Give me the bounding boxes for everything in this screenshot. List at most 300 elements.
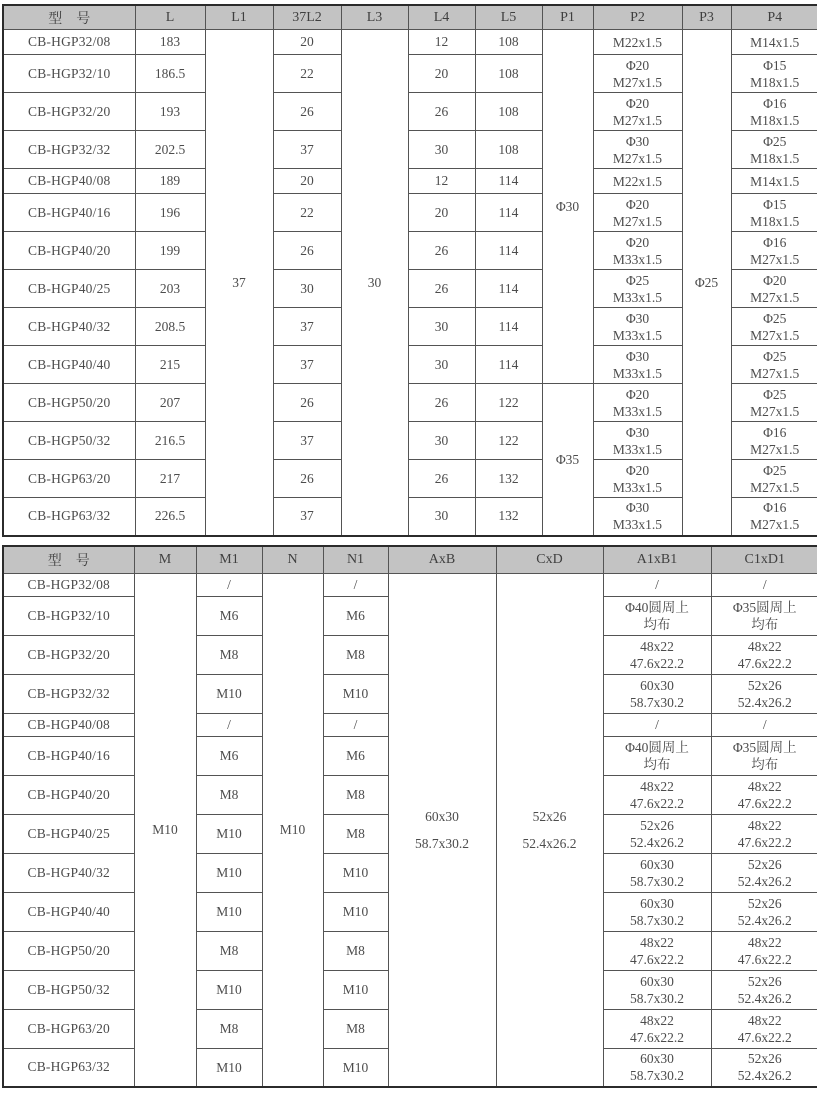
cell-line: M6	[219, 608, 239, 623]
model-cell: CB-HGP50/20	[3, 384, 135, 422]
cell-line: M8	[346, 787, 365, 802]
cell-line: 48x22	[747, 1012, 782, 1028]
cell-line: 60x30	[640, 677, 674, 693]
cell-L4: 12	[408, 30, 475, 55]
model-cell: CB-HGP40/20	[3, 232, 135, 270]
cell-L2: 26	[273, 384, 341, 422]
cell-line: M27x1.5	[750, 289, 800, 305]
cell-A1xB1	[603, 853, 711, 892]
cell-P2	[593, 384, 682, 422]
cell-line: M33x1.5	[612, 365, 663, 381]
cell-P4	[731, 384, 817, 422]
cell-P4	[731, 194, 817, 232]
cell-line: 30	[367, 274, 382, 290]
cell-line: 60x30	[640, 1051, 674, 1067]
cell-line: M33x1.5	[612, 327, 663, 343]
cell-A1xB1	[603, 596, 711, 635]
cell-line: Φ30	[625, 424, 650, 440]
cell-C1xD1	[711, 814, 817, 853]
cell-line: Φ25	[763, 348, 787, 364]
cell-line: 58.7x30.2	[630, 990, 684, 1006]
model-cell: CB-HGP40/08	[3, 713, 134, 736]
cell-line: Φ35圆周上	[732, 599, 797, 615]
cell-M1	[196, 713, 262, 736]
column-header-C1xD1: C1xD1	[711, 546, 817, 574]
merged-cell-P1	[542, 384, 593, 536]
cell-P4	[731, 30, 817, 55]
cell-L: 217	[135, 460, 205, 498]
cell-line: Φ16	[763, 424, 787, 440]
cell-M1	[196, 736, 262, 775]
cell-A1xB1	[603, 635, 711, 674]
cell-L2: 26	[273, 232, 341, 270]
header-row	[3, 546, 817, 574]
cell-C1xD1	[711, 573, 817, 596]
cell-L5: 114	[475, 169, 542, 194]
cell-line: M10	[279, 822, 306, 838]
column-header-L3: L3	[341, 5, 408, 30]
cell-L: 189	[135, 169, 205, 194]
cell-line: M8	[346, 1021, 365, 1036]
model-cell: CB-HGP40/32	[3, 308, 135, 346]
cell-A1xB1	[603, 736, 711, 775]
column-header-L5: L5	[475, 5, 542, 30]
cell-L2: 22	[273, 194, 341, 232]
cell-P4	[731, 55, 817, 93]
merged-cell-M	[134, 573, 196, 1087]
column-header-model: 型 号	[3, 546, 134, 574]
cell-M1	[196, 970, 262, 1009]
cell-C1xD1	[711, 1048, 817, 1087]
cell-line: 均布	[751, 756, 779, 772]
model-cell: CB-HGP63/20	[3, 460, 135, 498]
cell-L4: 26	[408, 232, 475, 270]
column-header-P2: P2	[593, 5, 682, 30]
cell-line: M33x1.5	[612, 251, 663, 267]
cell-line: M27x1.5	[750, 479, 800, 495]
cell-N1	[323, 596, 388, 635]
cell-line: M8	[219, 1021, 239, 1036]
cell-line: M27x1.5	[750, 441, 800, 457]
cell-L5: 122	[475, 384, 542, 422]
merged-cell-AxB	[388, 573, 496, 1087]
cell-line: M27x1.5	[750, 403, 800, 419]
cell-L5: 108	[475, 131, 542, 169]
cell-C1xD1	[711, 853, 817, 892]
cell-P4	[731, 498, 817, 536]
model-cell: CB-HGP50/20	[3, 931, 134, 970]
cell-line: M10	[342, 904, 369, 919]
cell-C1xD1	[711, 892, 817, 931]
cell-line: M10	[342, 686, 369, 701]
model-cell: CB-HGP40/25	[3, 270, 135, 308]
cell-P4	[731, 169, 817, 194]
cell-line: 均布	[751, 616, 779, 632]
cell-line: Φ30	[625, 500, 650, 516]
model-cell: CB-HGP63/32	[3, 498, 135, 536]
table-row	[3, 30, 817, 55]
cell-L: 186.5	[135, 55, 205, 93]
cell-P4	[731, 270, 817, 308]
cell-L4: 26	[408, 93, 475, 131]
merged-cell-L1	[205, 30, 273, 536]
cell-line: M10	[216, 826, 242, 841]
cell-line: Φ30	[625, 348, 650, 364]
cell-L4: 30	[408, 422, 475, 460]
cell-P4	[731, 308, 817, 346]
cell-line: 60x30	[640, 856, 674, 872]
cell-line: 52x26	[747, 1051, 782, 1067]
cell-line: M6	[346, 608, 365, 623]
cell-P2	[593, 422, 682, 460]
cell-N1	[323, 736, 388, 775]
cell-line: M18x1.5	[750, 150, 800, 166]
cell-line: M10	[342, 1059, 369, 1075]
merged-cell-CxD	[496, 573, 603, 1087]
merged-cell-P3	[682, 30, 731, 536]
cell-A1xB1	[603, 814, 711, 853]
cell-L: 183	[135, 30, 205, 55]
column-header-model: 型 号	[3, 5, 135, 30]
cell-L2: 37	[273, 131, 341, 169]
cell-line: Φ20	[625, 234, 650, 250]
cell-line: M18x1.5	[750, 112, 800, 128]
cell-P4	[731, 346, 817, 384]
cell-line: M33x1.5	[612, 517, 663, 533]
cell-M1	[196, 775, 262, 814]
cell-line: 52.4x26.2	[737, 1068, 792, 1084]
cell-P2	[593, 169, 682, 194]
upper-dimensions-table	[2, 4, 817, 537]
column-header-L2: 37L2	[273, 5, 341, 30]
cell-line: M6	[219, 748, 239, 763]
model-cell: CB-HGP40/16	[3, 194, 135, 232]
cell-N1	[323, 635, 388, 674]
cell-N1	[323, 713, 388, 736]
cell-N1	[323, 1048, 388, 1087]
cell-A1xB1	[603, 892, 711, 931]
cell-line: M10	[152, 822, 178, 838]
cell-line: 48x22	[640, 778, 674, 794]
model-cell: CB-HGP32/10	[3, 596, 134, 635]
cell-A1xB1	[603, 1009, 711, 1048]
cell-N1	[323, 775, 388, 814]
cell-line: 52x26	[640, 817, 674, 833]
column-header-CxD: CxD	[496, 546, 603, 574]
cell-L5: 132	[475, 498, 542, 536]
cell-P2	[593, 460, 682, 498]
cell-A1xB1	[603, 674, 711, 713]
cell-line: 48x22	[747, 934, 782, 950]
cell-line: M33x1.5	[612, 403, 663, 419]
cell-L4: 26	[408, 270, 475, 308]
cell-line: Φ20	[625, 462, 650, 478]
cell-L5: 108	[475, 93, 542, 131]
cell-line: Φ20	[625, 386, 650, 402]
cell-L5: 132	[475, 460, 542, 498]
cell-line: 52.4x26.2	[737, 990, 792, 1006]
cell-line: Φ35圆周上	[732, 739, 797, 755]
cell-P4	[731, 460, 817, 498]
cell-C1xD1	[711, 674, 817, 713]
model-cell: CB-HGP40/40	[3, 892, 134, 931]
cell-L2: 37	[273, 422, 341, 460]
cell-line: Φ20	[763, 272, 787, 288]
cell-P2	[593, 232, 682, 270]
model-cell: CB-HGP40/16	[3, 736, 134, 775]
cell-line: 48x22	[640, 638, 674, 654]
model-cell: CB-HGP32/08	[3, 30, 135, 55]
column-header-P1: P1	[542, 5, 593, 30]
cell-line: 48x22	[747, 817, 782, 833]
cell-line: M14x1.5	[750, 173, 800, 189]
cell-P2	[593, 308, 682, 346]
cell-line: 均布	[643, 756, 671, 772]
cell-L4: 30	[408, 346, 475, 384]
cell-line: 47.6x22.2	[630, 1029, 684, 1045]
cell-line: 52x26	[747, 856, 782, 872]
cell-L4: 26	[408, 460, 475, 498]
cell-line: 37	[232, 274, 246, 290]
cell-L2: 26	[273, 93, 341, 131]
cell-N1	[323, 970, 388, 1009]
cell-M1	[196, 1048, 262, 1087]
cell-C1xD1	[711, 736, 817, 775]
cell-M1	[196, 1009, 262, 1048]
cell-line: 48x22	[747, 778, 782, 794]
cell-line: 47.6x22.2	[737, 951, 792, 967]
cell-L2: 20	[273, 30, 341, 55]
cell-line: 均布	[643, 616, 671, 632]
cell-L2: 22	[273, 55, 341, 93]
cell-line: M10	[216, 686, 242, 701]
cell-L: 193	[135, 93, 205, 131]
cell-line: M8	[346, 647, 365, 662]
cell-C1xD1	[711, 635, 817, 674]
cell-line: 47.6x22.2	[630, 951, 684, 967]
model-cell: CB-HGP32/10	[3, 55, 135, 93]
cell-M1	[196, 573, 262, 596]
cell-P4	[731, 131, 817, 169]
cell-line: /	[227, 577, 231, 592]
cell-line: Φ20	[625, 95, 650, 111]
cell-line: /	[762, 717, 767, 732]
model-cell: CB-HGP32/08	[3, 573, 134, 596]
cell-L4: 12	[408, 169, 475, 194]
cell-line: M27x1.5	[750, 327, 800, 343]
cell-C1xD1	[711, 775, 817, 814]
cell-L2: 20	[273, 169, 341, 194]
cell-line: 47.6x22.2	[737, 795, 792, 811]
cell-line: Φ16	[763, 500, 787, 516]
cell-line: Φ15	[763, 57, 787, 73]
cell-line: 58.7x30.2	[415, 835, 469, 851]
cell-line: M6	[346, 748, 365, 763]
cell-line: M33x1.5	[612, 479, 663, 495]
cell-L4: 20	[408, 194, 475, 232]
cell-N1	[323, 892, 388, 931]
cell-L5: 114	[475, 270, 542, 308]
cell-line: Φ25	[763, 310, 787, 326]
cell-C1xD1	[711, 931, 817, 970]
cell-line: Φ30	[555, 199, 580, 214]
cell-line: 60x30	[640, 973, 674, 989]
cell-line: 58.7x30.2	[630, 694, 684, 710]
column-header-N1: N1	[323, 546, 388, 574]
cell-line: M18x1.5	[750, 74, 800, 90]
cell-P2	[593, 346, 682, 384]
cell-A1xB1	[603, 931, 711, 970]
cell-P2	[593, 131, 682, 169]
cell-line: Φ25	[763, 386, 787, 402]
cell-L4: 30	[408, 308, 475, 346]
column-header-M1: M1	[196, 546, 262, 574]
model-cell: CB-HGP50/32	[3, 422, 135, 460]
cell-line: M10	[342, 982, 369, 997]
cell-L2: 37	[273, 346, 341, 384]
cell-M1	[196, 892, 262, 931]
cell-N1	[323, 674, 388, 713]
model-cell: CB-HGP63/32	[3, 1048, 134, 1087]
cell-line: 47.6x22.2	[630, 795, 684, 811]
cell-line: 52x26	[747, 677, 782, 693]
model-cell: CB-HGP40/25	[3, 814, 134, 853]
cell-P4	[731, 422, 817, 460]
cell-line: Φ25	[694, 274, 719, 290]
cell-M1	[196, 853, 262, 892]
cell-L5: 108	[475, 55, 542, 93]
header-row	[3, 5, 817, 30]
model-cell: CB-HGP32/32	[3, 131, 135, 169]
model-cell: CB-HGP32/20	[3, 93, 135, 131]
cell-line: Φ40圆周上	[625, 599, 689, 615]
cell-line: 47.6x22.2	[737, 834, 792, 850]
cell-line: 52.4x26.2	[522, 835, 577, 851]
cell-line: /	[353, 577, 358, 592]
cell-line: 60x30	[425, 808, 459, 824]
cell-line: 60x30	[640, 895, 674, 911]
cell-line: 48x22	[640, 1012, 674, 1028]
cell-line: M8	[346, 943, 365, 958]
cell-L5: 108	[475, 30, 542, 55]
cell-M1	[196, 674, 262, 713]
cell-line: 52.4x26.2	[737, 912, 792, 928]
cell-P2	[593, 30, 682, 55]
column-header-P3: P3	[682, 5, 731, 30]
cell-M1	[196, 596, 262, 635]
model-cell: CB-HGP40/08	[3, 169, 135, 194]
cell-L2: 30	[273, 270, 341, 308]
cell-L: 202.5	[135, 131, 205, 169]
cell-line: /	[762, 577, 767, 592]
cell-line: M33x1.5	[612, 441, 663, 457]
cell-L4: 20	[408, 55, 475, 93]
cell-A1xB1	[603, 1048, 711, 1087]
cell-P2	[593, 93, 682, 131]
cell-line: Φ30	[625, 133, 650, 149]
model-cell: CB-HGP63/20	[3, 1009, 134, 1048]
cell-line: 52x26	[747, 895, 782, 911]
cell-C1xD1	[711, 596, 817, 635]
cell-P4	[731, 93, 817, 131]
cell-line: /	[353, 717, 358, 732]
merged-cell-L3	[341, 30, 408, 536]
cell-line: Φ20	[625, 196, 650, 212]
cell-P4	[731, 232, 817, 270]
cell-L2: 37	[273, 498, 341, 536]
cell-L5: 114	[475, 232, 542, 270]
column-header-M: M	[134, 546, 196, 574]
cell-N1	[323, 814, 388, 853]
cell-L: 203	[135, 270, 205, 308]
cell-C1xD1	[711, 1009, 817, 1048]
cell-line: M27x1.5	[612, 150, 663, 166]
cell-line: Φ15	[763, 196, 787, 212]
cell-line: M27x1.5	[750, 251, 800, 267]
cell-line: M10	[216, 865, 242, 880]
cell-A1xB1	[603, 775, 711, 814]
cell-C1xD1	[711, 970, 817, 1009]
cell-L4: 30	[408, 498, 475, 536]
cell-line: 58.7x30.2	[630, 1068, 684, 1084]
cell-L5: 114	[475, 194, 542, 232]
cell-N1	[323, 573, 388, 596]
cell-line: M8	[219, 647, 239, 662]
cell-line: M14x1.5	[750, 34, 800, 50]
cell-L: 196	[135, 194, 205, 232]
lower-mounting-table	[2, 545, 817, 1089]
cell-line: M8	[219, 787, 239, 802]
cell-P2	[593, 498, 682, 536]
cell-L: 226.5	[135, 498, 205, 536]
cell-L: 208.5	[135, 308, 205, 346]
column-header-N: N	[262, 546, 323, 574]
cell-C1xD1	[711, 713, 817, 736]
cell-N1	[323, 853, 388, 892]
cell-A1xB1	[603, 713, 711, 736]
cell-line: Φ16	[763, 234, 787, 250]
cell-line: 52.4x26.2	[737, 694, 792, 710]
cell-line: M22x1.5	[612, 34, 663, 50]
cell-line: Φ25	[763, 133, 787, 149]
cell-line: M8	[346, 826, 365, 841]
cell-line: 48x22	[747, 638, 782, 654]
cell-line: M18x1.5	[750, 213, 800, 229]
cell-line: 52.4x26.2	[737, 873, 792, 889]
cell-M1	[196, 814, 262, 853]
cell-L4: 30	[408, 131, 475, 169]
cell-line: Φ30	[625, 310, 650, 326]
column-header-P4: P4	[731, 5, 817, 30]
cell-N1	[323, 1009, 388, 1048]
cell-line: M33x1.5	[612, 289, 663, 305]
cell-L5: 114	[475, 308, 542, 346]
column-header-AxB: AxB	[388, 546, 496, 574]
cell-line: Φ40圆周上	[625, 739, 689, 755]
cell-line: M27x1.5	[750, 365, 800, 381]
cell-line: M27x1.5	[750, 517, 800, 533]
cell-L4: 26	[408, 384, 475, 422]
column-header-L4: L4	[408, 5, 475, 30]
cell-L5: 122	[475, 422, 542, 460]
cell-A1xB1	[603, 970, 711, 1009]
cell-L: 216.5	[135, 422, 205, 460]
table-row	[3, 573, 817, 596]
cell-line: M27x1.5	[612, 112, 663, 128]
cell-P2	[593, 55, 682, 93]
cell-line: Φ25	[625, 272, 650, 288]
model-cell: CB-HGP50/32	[3, 970, 134, 1009]
